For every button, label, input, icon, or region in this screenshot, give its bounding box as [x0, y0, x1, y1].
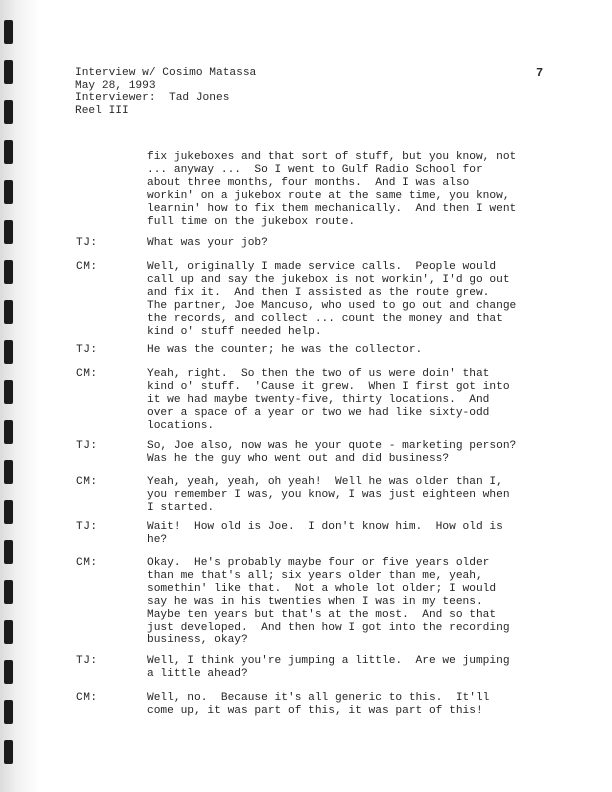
speaker-label: TJ:	[76, 237, 98, 249]
speech-text	[147, 440, 567, 466]
speech-line: kind o' stuff needed help.	[147, 325, 322, 338]
speech-line: I started.	[147, 501, 215, 514]
binder-hole-mark	[4, 20, 13, 44]
reel-label: Reel III	[75, 104, 129, 117]
speech-line: over a space of a year or two we had like sixty-odd	[147, 406, 490, 419]
speech-line: Okay. He's probably maybe four or five years older	[147, 557, 490, 569]
speech-line: somethin' like that. Not a whole lot older; I would	[147, 582, 497, 595]
speaker-label: CM:	[76, 261, 98, 273]
speech-line: learnin' how to fix them mechanically. And then I went	[147, 202, 517, 215]
speech-line: say he was in his twenties when I was in my teens.	[147, 595, 483, 608]
binder-hole-mark	[4, 220, 13, 244]
speech-text	[147, 692, 567, 718]
speech-line: Well, I think you're jumping a little. Are we jumping	[147, 655, 510, 667]
speech-line: ... anyway ... So I went to Gulf Radio School for	[147, 163, 483, 176]
speech-line: The partner, Joe Mancuso, who used to go out and change	[147, 299, 517, 312]
binder-hole-mark	[4, 700, 13, 724]
speaker-label: CM:	[76, 476, 98, 488]
binder-hole-mark	[4, 340, 13, 364]
speech-line: Yeah, right. So then the two of us were doin' that	[147, 368, 490, 380]
speech-text	[147, 344, 567, 357]
speaker-label: TJ:	[76, 521, 98, 533]
binder-hole-mark	[4, 540, 13, 564]
speech-line: So, Joe also, now was he your quote - marketing person?	[147, 440, 517, 452]
speech-line: the records, and collect ... count the money and that	[147, 312, 503, 325]
speech-line: Was he the guy who went out and did business?	[147, 452, 450, 465]
speech-text	[147, 237, 567, 250]
speech-line: full time on the jukebox route.	[147, 215, 356, 228]
speech-text	[147, 261, 567, 338]
speech-line: What was your job?	[147, 237, 268, 249]
speech-line: about three months, four months. And I was also	[147, 176, 470, 189]
speaker-label: CM:	[76, 692, 98, 704]
speech-line: business, okay?	[147, 634, 248, 647]
speech-text	[147, 476, 567, 515]
speech-line: you remember I was, you know, I was just eighteen when	[147, 488, 510, 501]
page-number: 7	[536, 66, 544, 80]
binder-hole-mark	[4, 740, 13, 764]
speech-text	[147, 655, 567, 681]
speech-text	[147, 151, 567, 228]
speech-line: and fix it. And then I assisted as the route grew.	[147, 286, 490, 299]
binder-hole-mark	[4, 180, 13, 204]
interview-title: Interview w/ Cosimo Matassa	[75, 67, 257, 79]
speech-line: Well, no. Because it's all generic to this. It'll	[147, 692, 490, 704]
binder-hole-mark	[4, 140, 13, 164]
binder-hole-mark	[4, 620, 13, 644]
binder-hole-mark	[4, 660, 13, 684]
speech-line: a little ahead?	[147, 667, 248, 680]
speech-line: fix jukeboxes and that sort of stuff, but you know, not	[147, 151, 517, 163]
speech-line: kind o' stuff. 'Cause it grew. When I first got into	[147, 380, 510, 393]
speech-line: call up and say the jukebox is not workin', I'd go out	[147, 273, 510, 286]
speaker-label: CM:	[76, 368, 98, 380]
speaker-label: TJ:	[76, 344, 98, 356]
speech-text	[147, 557, 567, 647]
speech-line: just developed. And then how I got into the recording	[147, 621, 510, 634]
binder-hole-mark	[4, 100, 13, 124]
binder-hole-mark	[4, 260, 13, 284]
speech-line: than me that's all; six years older than me, yeah,	[147, 569, 483, 582]
binder-hole-mark	[4, 580, 13, 604]
interviewer-line: Interviewer: Tad Jones	[75, 92, 230, 104]
speech-line: Well, originally I made service calls. People would	[147, 261, 497, 273]
binder-hole-mark	[4, 380, 13, 404]
binder-hole-mark	[4, 60, 13, 84]
interview-date: May 28, 1993	[75, 79, 156, 92]
binder-hole-mark	[4, 460, 13, 484]
speech-line: Yeah, yeah, yeah, oh yeah! Well he was older than I,	[147, 476, 503, 488]
speech-line: it we had maybe twenty-five, thirty locations. And	[147, 393, 490, 406]
speech-text	[147, 521, 567, 547]
speaker-label: TJ:	[76, 655, 98, 667]
speaker-label: TJ:	[76, 440, 98, 452]
speech-line: Wait! How old is Joe. I don't know him. How old is	[147, 521, 503, 533]
binder-hole-mark	[4, 500, 13, 524]
binder-hole-mark	[4, 420, 13, 444]
binder-hole-mark	[4, 300, 13, 324]
speech-line: he?	[147, 533, 168, 546]
speech-text	[147, 368, 567, 433]
speech-line: Maybe ten years but that's at the most. And so that	[147, 608, 497, 621]
speech-line: He was the counter; he was the collector.	[147, 344, 423, 356]
speech-line: come up, it was part of this, it was part of this!	[147, 704, 483, 717]
interview-header	[75, 67, 256, 117]
speaker-label: CM:	[76, 557, 98, 569]
speech-line: workin' on a jukebox route at the same time, you know,	[147, 189, 510, 202]
speech-line: locations.	[147, 419, 215, 432]
